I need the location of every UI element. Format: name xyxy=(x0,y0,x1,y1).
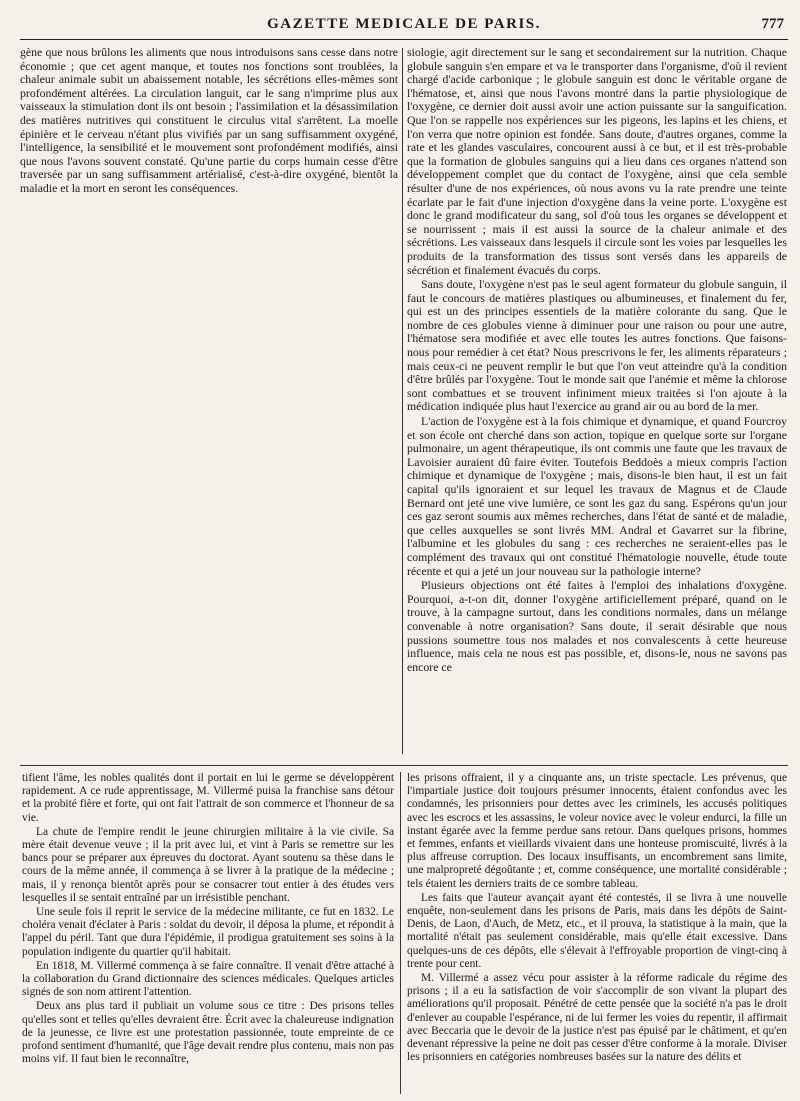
top-left-column xyxy=(20,46,398,760)
column-divider xyxy=(400,772,401,1094)
journal-title: GAZETTE MEDICALE DE PARIS. xyxy=(267,16,541,32)
top-right-column xyxy=(407,46,787,760)
paragraph: les prisons offraient, il y a cinquante ans, un triste spectacle. Les prévenus, que l'impartiale justice doit toujours présumer innocents, étaient confondus avec les condamnés, les prisonniers pour dettes avec les criminels, les accusés politiques avec les escrocs et les assassins, le voleur novice avec le voleur endurci, la fille un instant égarée avec la femme perdue sans retour. Dans quelques prisons, hommes et femmes, enfants et vieillards vivaient dans une honteuse promiscuité, livrés à la plus affreuse corruption. Des locaux insuffisants, un encombrement sans limite, une malpropreté dégoûtante ; et, comme conséquence, une mortalité considérable ; tels étaient les derniers traits de ce sombre tableau. xyxy=(407,772,787,890)
paragraph: L'action de l'oxygène est à la fois chimique et dynamique, et quand Fourcroy et son école ont cherché dans son action, topique en quelque sorte sur l'organe pulmonaire, un agent thérapeutique, ils ont commis une faute que les travaux de Lavoisier auraient dû faire éviter. Toutefois Beddoès a mieux compris l'action chimique et dynamique de l'oxygène ; mais, disons-le bien haut, il est un fait capital qu'ils ignoraient et sur lequel les travaux de Magnus et de Claude Bernard ont jeté une vive lumière, ce sont les gaz du sang. Espérons qu'un jour ces gaz seront soumis aux mêmes recherches, dans l'état de santé et de maladie, que celles auxquelles se sont livrés MM. Andral et Gavarret sur la fibrine, l'albumine et les globules du sang : ces recherches ne seraient-elles pas le complément des travaux qui ont constitué l'hématologie nouvelle, étude toute récente et qui a jeté un jour nouveau sur la pathologie interne? xyxy=(407,414,787,578)
paragraph: Une seule fois il reprit le service de la médecine militante, ce fut en 1832. Le choléra venait d'éclater à Paris : soldat du devoir, il déposa la plume, et répondit à l'appel du péril. Tant que dura l'épidémie, il prodigua gratuitement ses soins à la population indigente du quartier qu'il habitait. xyxy=(22,906,394,958)
bottom-left-column xyxy=(22,772,394,1098)
page-number: 777 xyxy=(761,16,784,32)
bottom-right-column xyxy=(407,772,787,1098)
page-header xyxy=(20,16,788,40)
paragraph: M. Villermé a assez vécu pour assister à la réforme radicale du régime des prisons ; il a eu la satisfaction de voir s'accomplir de son vivant la plupart des améliorations qu'il proposait. Pénétré de cette pensée que la société n'a pas le droit d'enlever au coupable l'espérance, ni de lui fermer les voies du repentir, il affirmait avec Beccaria que le devoir de la justice n'est pas épuisé par le châtiment, et qu'en devenant répressive la peine ne doit pas cesser d'être conforme à la morale. Diviser les prisonniers en catégories nombreuses basées sur la nature des délits et xyxy=(407,972,787,1064)
section-divider xyxy=(20,765,788,766)
paragraph: La chute de l'empire rendit le jeune chirurgien militaire à la vie civile. Sa mère était devenue veuve ; il la prit avec lui, et vint à Paris se remettre sur les bancs pour se préparer aux épreuves du doctorat. Ayant soutenu sa thèse dans le cours de la même année, il commença à se livrer à la pratique de la médecine ; mais, il y renonça bientôt après pour se consacrer tout entier à des études vers lesquelles il se sentait entraîné par un irrésistible penchant. xyxy=(22,825,394,904)
paragraph: Sans doute, l'oxygène n'est pas le seul agent formateur du globule sanguin, il faut le concours de matières plastiques ou albumineuses, et finalement du fer, qui est un des principes essentiels de la matière colorante du sang. Que le nombre de ces globules vienne à diminuer pour une raison ou pour une autre, l'hématose sera modifiée et avec elle toutes les autres fonctions. Que faisons-nous pour remédier à cet état? Nous prescrivons le fer, les aliments réparateurs ; mais ceux-ci ne peuvent remplir le but que l'on veut atteindre qu'à la condition d'être brûlés par l'oxygène. Tout le monde sait que l'anémie et même la chlorose sont combattues et se trouvent infiniment mieux traitées si l'on ajoute à la médication indiquée plus haut l'exercice au grand air ou au bord de la mer. xyxy=(407,277,787,414)
paragraph: Les faits que l'auteur avançait ayant été contestés, il se livra à une nouvelle enquête, non-seulement dans les prisons de Paris, mais dans les dépôts de Saint-Denis, de Laon, d'Auch, de Metz, etc., et il prouva, la statistique à la main, que la mortalité n'était pas seulement considérable, mais qu'elle était excessive. Dans quelques-uns de ces dépôts, elle s'élevait à l'effroyable proportion de vingt-cinq à trente pour cent. xyxy=(407,891,787,970)
paragraph: Deux ans plus tard il publiait un volume sous ce titre : Des prisons telles qu'elles sont et telles qu'elles devraient être. Écrit avec la chaleureuse indignation de la jeunesse, ce livre est une protestation passionnée, toute empreinte de ce profond sentiment d'humanité, que l'âge devait rendre plus contenu, mais non pas moins vif. Il faut bien le reconnaître, xyxy=(22,1000,394,1066)
paragraph: En 1818, M. Villermé commença à se faire connaître. Il venait d'être attaché à la collaboration du Grand dictionnaire des sciences médicales. Quelques articles signés de son nom attirent l'attention. xyxy=(22,959,394,999)
paragraph: siologie, agit directement sur le sang et secondairement sur la nutrition. Chaque globule sanguin s'en empare et va le transporter dans l'organisme, d'où il revient chargé d'acide carbonique ; le globule sanguin est donc le véritable organe de l'hématose, et, ainsi que nous l'avons montré dans la partie physiologique de l'oxygène, ce dernier doit aussi avoir une action puissante sur la sanguification. Que l'on se rappelle nos expériences sur les pigeons, les lapins et les chiens, et l'on verra que notre opinion est fondée. Sans doute, d'autres organes, comme la rate et les glandes vasculaires, concourent aussi à ce but, et il est très-probable que la formation de globules sanguins qui a lieu dans ces organes n'attend son développement complet que du contact de l'oxygène, ainsi que cela semble résulter d'une de nos expériences, où nous avons vu la rate prendre une teinte écarlate par le fait d'une injection d'oxygène dans la veine porte. L'oxygène est donc le grand modificateur du sang, sol d'où tous les organes se développent et se nourrissent ; mais il est aussi la source de la chaleur animale et des sécrétions. Les vaisseaux dans lesquels il circule sont les voies par lesquelles les produits de la transformation des tissus sont versés dans les appareils de sécrétion et finalement évacués du corps. xyxy=(407,46,787,277)
paragraph: Plusieurs objections ont été faites à l'emploi des inhalations d'oxygène. Pourquoi, a-t-on dit, donner l'oxygène artificiellement préparé, quand on le trouve, à la campagne surtout, dans les conditions normales, dans un mélange convenable à notre organisation? Sans doute, il serait désirable que nous pussions soumettre tous nos malades et nos convalescents à cette heureuse influence, mais cela ne nous est pas possible, et, disons-le, nous ne savons pas encore ce xyxy=(407,578,787,674)
paragraph: gène que nous brûlons les aliments que nous introduisons sans cesse dans notre économie ; que cet agent manque, et toutes nos fonctions sont troublées, la chaleur animale subit un abaissement notable, les sécrétions elles-mêmes sont profondément altérées. La circulation languit, car le sang n'imprime plus aux vaisseaux la stimulation dont ils ont besoin ; l'assimilation et la désassimilation des matières nutritives qui constituent le circulus vital s'arrêtent. La moelle épinière et le cerveau n'étant plus vivifiés par un sang suffisamment oxygéné, l'intelligence, la sensibilité et le mouvement sont profondément modifiés, ainsi que nous l'avons souvent constaté. Qu'une partie du corps humain cesse d'être traversée par un sang suffisamment artérialisé, c'est-à-dire oxygéné, bientôt la maladie et la mort en seront les conséquences. xyxy=(20,46,398,195)
paragraph: tifient l'âme, les nobles qualités dont il portait en lui le germe se développèrent rapidement. A ce rude apprentissage, M. Villermé puisa la franchise sans détour et la probité fière et forte, qui ont fait l'attrait de son commerce et l'honneur de sa vie. xyxy=(22,772,394,824)
column-divider xyxy=(402,48,403,754)
